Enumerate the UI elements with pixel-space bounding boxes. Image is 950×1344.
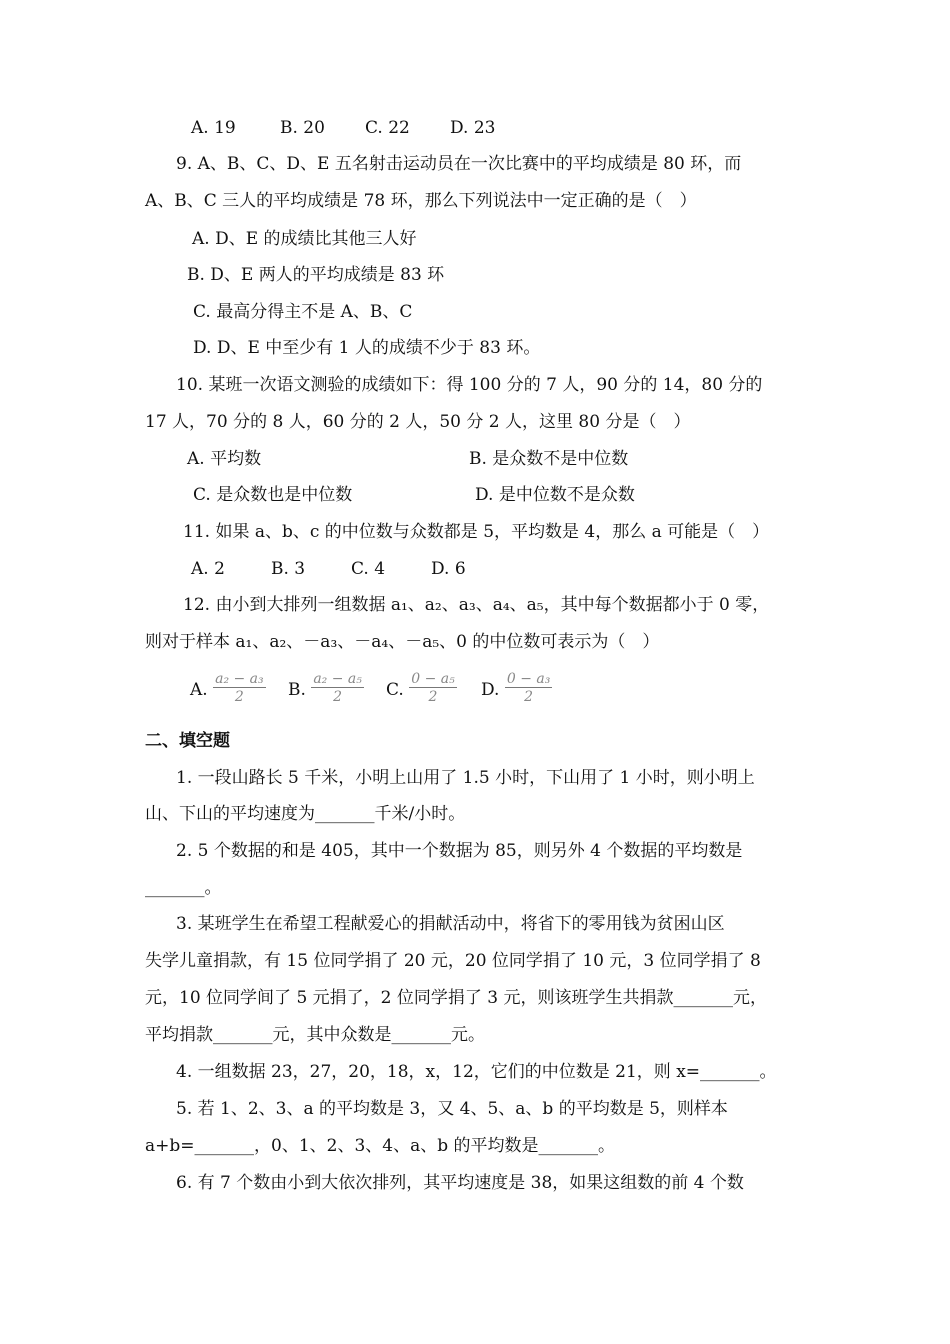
q12-option-a-denominator: 2 [234,689,244,705]
q10-stem-line2: 17 人，70 分的 8 人，60 分的 2 人，50 分 2 人，这里 80 分是（ ） [145,412,691,432]
q12-stem-line2: 则对于样本 a₁、a₂、－a₃、－a₄、－a₅、0 的中位数可表示为（ ） [145,632,660,652]
fill1-line2: 山、下山的平均速度为_______千米/小时。 [145,804,466,824]
fill1-line1: 1. 一段山路长 5 千米，小明上山用了 1.5 小时，下山用了 1 小时，则小明上 [176,768,755,788]
fill3-line4: 平均捐款_______元，其中众数是_______元。 [145,1025,485,1045]
q12-option-c [386,668,481,712]
fill5-line1: 5. 若 1、2、3、a 的平均数是 3，又 4、5、a、b 的平均数是 5，则样本 [176,1099,728,1119]
q8-option-d: D. 23 [450,118,496,138]
q9-stem-line2: A、B、C 三人的平均成绩是 78 环，那么下列说法中一定正确的是（ ） [145,191,697,211]
section-title: 二、填空题 [145,731,230,751]
q8-options [191,116,495,140]
q12-options [190,668,552,712]
q9-option-d: D. D、E 中至少有 1 人的成绩不少于 83 环。 [193,338,541,358]
q8-option-a: A. 19 [191,118,236,138]
fill3-line1: 3. 某班学生在希望工程献爱心的捐献活动中，将省下的零用钱为贫困山区 [176,914,725,934]
q12-option-a-label: A. [190,680,208,700]
q10-stem-line1: 10. 某班一次语文测验的成绩如下：得 100 分的 7 人，90 分的 14，80 分的 [176,375,763,395]
q9-option-b: B. D、E 两人的平均成绩是 83 环 [187,265,445,285]
q12-option-c-label: C. [386,680,404,700]
q10-option-a: A. 平均数 [187,449,262,469]
q9-option-c: C. 最高分得主不是 A、B、C [193,302,413,322]
q10-option-b: B. 是众数不是中位数 [469,449,629,469]
q9-option-a: A. D、E 的成绩比其他三人好 [192,229,417,249]
q12-option-b-fraction [311,671,364,706]
q11-stem: 11. 如果 a、b、c 的中位数与众数都是 5，平均数是 4，那么 a 可能是（ ） [183,522,770,542]
q12-option-b [288,668,386,712]
q12-option-d-fraction [505,671,553,706]
fill3-line2: 失学儿童捐款，有 15 位同学捐了 20 元，20 位同学捐了 10 元，3 位同学捐了 8 [145,951,761,971]
fill2-line1: 2. 5 个数据的和是 405，其中一个数据为 85，则另外 4 个数据的平均数是 [176,841,743,861]
q12-option-c-denominator: 2 [428,689,438,705]
q12-option-a [190,668,288,712]
q12-option-d-label: D. [481,680,500,700]
q12-option-d-numerator: 0 − a₃ [506,671,551,687]
fill2-line2: _______。 [145,878,222,898]
fill3-line3: 元，10 位同学间了 5 元捐了，2 位同学捐了 3 元，则该班学生共捐款_______元， [145,988,768,1008]
q12-option-d [481,668,552,712]
q12-option-c-numerator: 0 − a₅ [411,671,455,687]
q12-option-b-label: B. [288,680,306,700]
fill5-line2: a+b=_______，0、1、2、3、4、a、b 的平均数是_______。 [145,1136,616,1156]
q12-option-c-fraction [409,671,457,706]
q12-stem-line1: 12. 由小到大排列一组数据 a₁、a₂、a₃、a₄、a₅，其中每个数据都小于 0 零， [183,595,770,615]
q11-option-b: B. 3 [271,559,306,579]
q10-option-c: C. 是众数也是中位数 [193,485,353,505]
q11-option-d: D. 6 [431,559,466,579]
q12-option-a-numerator: a₂ − a₃ [215,671,264,687]
q12-option-b-denominator: 2 [333,689,343,705]
q9-stem-line1: 9. A、B、C、D、E 五名射击运动员在一次比赛中的平均成绩是 80 环，而 [176,154,742,174]
q10-option-d: D. 是中位数不是众数 [475,485,635,505]
q11-options [191,557,466,581]
q12-option-a-fraction [213,671,266,706]
q12-option-b-numerator: a₂ − a₅ [313,671,362,687]
q11-option-a: A. 2 [191,559,225,579]
fill6-line1: 6. 有 7 个数由小到大依次排列，其平均速度是 38，如果这组数的前 4 个数 [176,1173,744,1193]
q11-option-c: C. 4 [351,559,386,579]
q12-option-d-denominator: 2 [524,689,534,705]
fill4: 4. 一组数据 23，27，20，18，x，12，它们的中位数是 21，则 x=_______。 [176,1062,777,1082]
q8-option-b: B. 20 [280,118,325,138]
q8-option-c: C. 22 [365,118,410,138]
